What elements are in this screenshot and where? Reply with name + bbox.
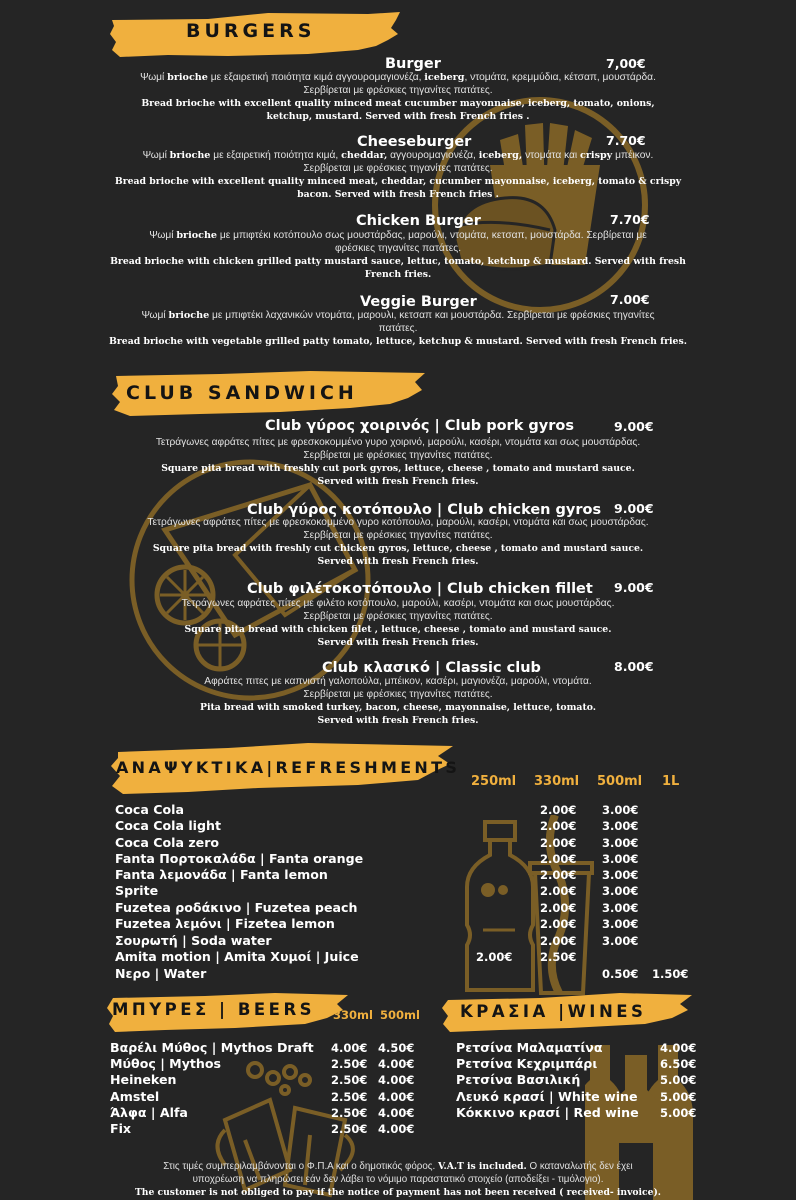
item-desc-greek-2: Σερβίρεται με φρέσκιες τηγανίτες πατάτες. bbox=[303, 611, 493, 622]
price-330ml: 2.50€ bbox=[331, 1073, 368, 1087]
item-desc-english: Bread brioche with excellent quality minced meat, cheddar, cucumber mayonnaise, iceberg, tomato & crispy bbox=[114, 176, 682, 187]
item-desc-greek-2: Σερβίρεται με φρέσκιες τηγανίτες πατάτες. bbox=[303, 163, 493, 174]
drink-name: Fuzetea λεμόνι | Fizetea lemon bbox=[115, 916, 335, 931]
footer-note bbox=[98, 1160, 698, 1199]
price-330ml: 2.00€ bbox=[540, 934, 577, 948]
price-500ml: 4.50€ bbox=[378, 1041, 415, 1055]
wine-price: 6.50€ bbox=[660, 1057, 697, 1071]
burgers-title: BURGERS bbox=[186, 20, 316, 42]
item-desc-english-2: ketchup, mustard. Served with fresh French fries . bbox=[266, 111, 530, 122]
drink-name: Fuzetea ροδάκινο | Fuzetea peach bbox=[115, 900, 358, 915]
item-desc-english: Bread brioche with excellent quality minced meat cucumber mayonnaise, iceberg, tomato, onions, bbox=[141, 98, 655, 109]
item-desc-english: Square pita bread with freshly cut chicken gyros, lettuce, cheese , tomato and mustard sauce. bbox=[152, 543, 644, 554]
price-330ml: 2.50€ bbox=[331, 1090, 368, 1104]
size-header-330ml: 330ml bbox=[534, 774, 580, 789]
item-desc-english: Bread brioche with chicken grilled patty mustard sauce, lettuc, tomato, ketchup & mustard. Served with fresh bbox=[110, 256, 686, 267]
item-desc-english: Square pita bread with chicken filet , lettuce, cheese , tomato and mustard sauce. bbox=[184, 624, 612, 635]
price-330ml: 2.00€ bbox=[540, 901, 577, 915]
drink-name: Amita motion | Amita Χυμοί | Juice bbox=[115, 949, 359, 964]
beer-name: Fix bbox=[110, 1121, 132, 1136]
club-title: CLUB SANDWICH bbox=[126, 382, 358, 404]
price-500ml: 0.50€ bbox=[602, 967, 639, 981]
drink-name: Νερο | Water bbox=[115, 966, 207, 981]
footer-greek-2: υποχρέωση να πληρώσει εάν δεν λάβει το νόμιμο παραστατικό στοιχείο (αποδείξει - τιμόλογιο). bbox=[192, 1174, 604, 1185]
item-desc-greek: Ψωμί brioche με εξαιρετική ποιότητα κιμά αγγουρομαγιονέζα, iceberg, ντομάτα, κρεμμύδια, κέτσαπ, μουστάρδα. bbox=[140, 72, 656, 83]
item-desc-english-2: Served with fresh French fries. bbox=[317, 637, 479, 648]
item-desc-english: Bread brioche with vegetable grilled patty tomato, lettuce, ketchup & mustard. Served with fresh French fries. bbox=[109, 336, 687, 347]
wine-name: Κόκκινο κρασί | Red wine bbox=[456, 1105, 639, 1120]
size-header-500ml: 500ml bbox=[380, 1008, 420, 1022]
item-desc-greek: Τετράγωνες αφράτες πίτες με φρεσκοκομμένο γυρο κοτόπουλο, μαρούλι, κασέρι, ντομάτα και σως μουστάρδας. bbox=[147, 517, 649, 528]
wine-name: Ρετσίνα Βασιλική bbox=[456, 1072, 581, 1087]
item-name: Club γύρος χοιρινός | Club pork gyros bbox=[265, 418, 574, 434]
price-330ml: 2.00€ bbox=[540, 868, 577, 882]
price-330ml: 2.00€ bbox=[540, 819, 577, 833]
item-price: 9.00€ bbox=[614, 419, 654, 434]
item-name: Club γύρος κοτόπουλο | Club chicken gyros bbox=[247, 502, 602, 518]
item-desc-greek: Αφράτες πιτες με καπνιστή γαλοπούλα, μπέικον, κασέρι, μαγιονέζα, μαρούλι, ντομάτα. bbox=[204, 676, 592, 687]
drink-name: Coca Cola zero bbox=[115, 835, 220, 850]
price-330ml: 2.00€ bbox=[540, 836, 577, 850]
item-desc-english-2: Served with fresh French fries. bbox=[317, 556, 479, 567]
item-desc-english-2: Served with fresh French fries. bbox=[317, 476, 479, 487]
wine-price: 4.00€ bbox=[660, 1041, 697, 1055]
item-desc-greek-2: φρέσκιες τηγανίτες πατάτες. bbox=[334, 243, 462, 254]
item-desc-greek-2: Σερβίρεται με φρέσκιες τηγανίτες πατάτες. bbox=[303, 450, 493, 461]
price-500ml: 3.00€ bbox=[602, 868, 639, 882]
price-1l: 1.50€ bbox=[652, 967, 689, 981]
price-500ml: 4.00€ bbox=[378, 1106, 415, 1120]
drink-name: Sprite bbox=[115, 883, 159, 898]
size-header-330ml: 330ml bbox=[333, 1008, 373, 1022]
item-name: Cheeseburger bbox=[357, 134, 472, 150]
item-desc-greek: Ψωμί brioche με εξαιρετική ποιότητα κιμά, cheddar, αγγουρομαγιονέζα, iceberg, ντομάτα και crispy μπέικον. bbox=[142, 150, 654, 161]
beer-name: Amstel bbox=[110, 1089, 160, 1104]
item-desc-english: Pita bread with smoked turkey, bacon, cheese, mayonnaise, lettuce, tomato. bbox=[199, 702, 597, 713]
price-500ml: 3.00€ bbox=[602, 901, 639, 915]
price-330ml: 2.50€ bbox=[540, 950, 577, 964]
item-name: Burger bbox=[385, 56, 441, 72]
price-330ml: 2.00€ bbox=[540, 884, 577, 898]
price-250ml: 2.00€ bbox=[476, 950, 513, 964]
wine-name: Ρετσίνα Μαλαματίνα bbox=[456, 1040, 603, 1055]
beer-name: Heineken bbox=[110, 1072, 177, 1087]
item-desc-english-2: French fries. bbox=[364, 269, 432, 280]
beers-title: ΜΠΥΡΕΣ | BEERS bbox=[112, 1000, 316, 1019]
item-price: 7.70€ bbox=[610, 212, 650, 227]
price-330ml: 2.00€ bbox=[540, 803, 577, 817]
price-500ml: 3.00€ bbox=[602, 884, 639, 898]
burger-fries-icon bbox=[400, 90, 650, 320]
item-price: 8.00€ bbox=[614, 659, 654, 674]
price-500ml: 3.00€ bbox=[602, 934, 639, 948]
item-price: 9.00€ bbox=[614, 501, 654, 516]
bottle-cup-icon bbox=[455, 815, 605, 995]
size-header-1l: 1L bbox=[662, 774, 680, 789]
drink-name: Coca Cola light bbox=[115, 818, 221, 833]
item-desc-greek-2: Σερβίρεται με φρέσκιες τηγανίτες πατάτες. bbox=[303, 689, 493, 700]
drink-name: Coca Cola bbox=[115, 802, 184, 817]
price-500ml: 3.00€ bbox=[602, 852, 639, 866]
price-330ml: 2.50€ bbox=[331, 1122, 368, 1136]
item-desc-english: Square pita bread with freshly cut pork gyros, lettuce, cheese , tomato and mustard sauce. bbox=[161, 463, 635, 474]
size-header-250ml: 250ml bbox=[471, 774, 517, 789]
price-330ml: 4.00€ bbox=[331, 1041, 368, 1055]
price-330ml: 2.50€ bbox=[331, 1106, 368, 1120]
wines-title: ΚΡΑΣΙΑ |WINES bbox=[460, 1002, 647, 1021]
item-name: Club φιλέτοκοτόπουλο | Club chicken fillet bbox=[247, 581, 593, 597]
size-header-500ml: 500ml bbox=[597, 774, 643, 789]
item-price: 7.70€ bbox=[606, 133, 646, 148]
price-500ml: 4.00€ bbox=[378, 1057, 415, 1071]
wine-price: 5.00€ bbox=[660, 1106, 697, 1120]
item-desc-english-2: Served with fresh French fries. bbox=[317, 715, 479, 726]
item-desc-greek: Τετράγωνες αφράτες πίτες με φιλέτο κοτόπουλο, μαρούλι, κασέρι, ντομάτα και σως μουστάρδας. bbox=[181, 598, 615, 609]
item-desc-greek-2: Σερβίρεται με φρέσκιες τηγανίτες πατάτες. bbox=[303, 530, 493, 541]
wine-name: Λευκό κρασί | White wine bbox=[456, 1089, 638, 1104]
item-price: 7,00€ bbox=[606, 56, 646, 71]
item-desc-greek: Ψωμί brioche με μπιφτέκι κοτόπουλο σως μουστάρδας, μαρούλι, ντομάτα, κετσαπ, μουστάρδα. Σερβίρεται με bbox=[149, 230, 647, 241]
price-500ml: 3.00€ bbox=[602, 836, 639, 850]
item-desc-greek: Τετράγωνες αφράτες πίτες με φρεσκοκομμένο γυρο χοιρινό, μαρούλι, κασέρι, ντομάτα και σως μουστάρδας. bbox=[155, 437, 641, 448]
price-500ml: 4.00€ bbox=[378, 1122, 415, 1136]
beer-name: Άλφα | Alfa bbox=[110, 1105, 188, 1120]
price-330ml: 2.00€ bbox=[540, 852, 577, 866]
price-500ml: 3.00€ bbox=[602, 803, 639, 817]
price-330ml: 2.50€ bbox=[331, 1057, 368, 1071]
drink-name: Fanta λεμονάδα | Fanta lemon bbox=[115, 867, 328, 882]
wine-price: 5.00€ bbox=[660, 1090, 697, 1104]
beer-name: Βαρέλι Μύθος | Mythos Draft bbox=[110, 1040, 314, 1055]
price-500ml: 4.00€ bbox=[378, 1073, 415, 1087]
beer-name: Μύθος | Mythos bbox=[110, 1056, 222, 1071]
item-desc-greek-2: Σερβίρεται με φρέσκιες τηγανίτες πατάτες. bbox=[303, 85, 493, 96]
item-price: 7.00€ bbox=[610, 292, 650, 307]
item-name: Chicken Burger bbox=[356, 213, 481, 229]
price-500ml: 3.00€ bbox=[602, 917, 639, 931]
wine-name: Ρετσίνα Κεχριμπάρι bbox=[456, 1056, 598, 1071]
wine-price: 5.00€ bbox=[660, 1073, 697, 1087]
price-330ml: 2.00€ bbox=[540, 917, 577, 931]
item-desc-greek-2: πατάτες. bbox=[378, 323, 418, 334]
item-desc-english-2: bacon. Served with fresh French fries . bbox=[297, 189, 499, 200]
item-price: 9.00€ bbox=[614, 580, 654, 595]
footer-greek-1: Στις τιμές συμπεριλαμβάνονται ο Φ.Π.Α και ο δημοτικός φόρος. V.A.T is included. Ο καταναλωτής δεν έχει bbox=[163, 1161, 633, 1172]
price-500ml: 4.00€ bbox=[378, 1090, 415, 1104]
price-500ml: 3.00€ bbox=[602, 819, 639, 833]
drink-name: Fanta Πορτοκαλάδα | Fanta orange bbox=[115, 851, 364, 866]
refreshments-title: ΑΝΑΨΥΚΤΙΚΑ|REFRESHMENTS bbox=[116, 758, 461, 777]
item-name: Club κλασικό | Classic club bbox=[322, 660, 541, 676]
drink-name: Σουρωτή | Soda water bbox=[115, 933, 272, 948]
item-desc-greek: Ψωμί brioche με μπιφτέκι λαχανικών ντομάτα, μαρουλι, κετσαπ και μουστάρδα. Σερβίρεται με φρέσκιες τηγανίτες bbox=[141, 310, 655, 321]
footer-english: The customer is not obliged to pay if the notice of payment has not been received ( received- invoice). bbox=[134, 1187, 662, 1198]
item-name: Veggie Burger bbox=[360, 294, 477, 310]
